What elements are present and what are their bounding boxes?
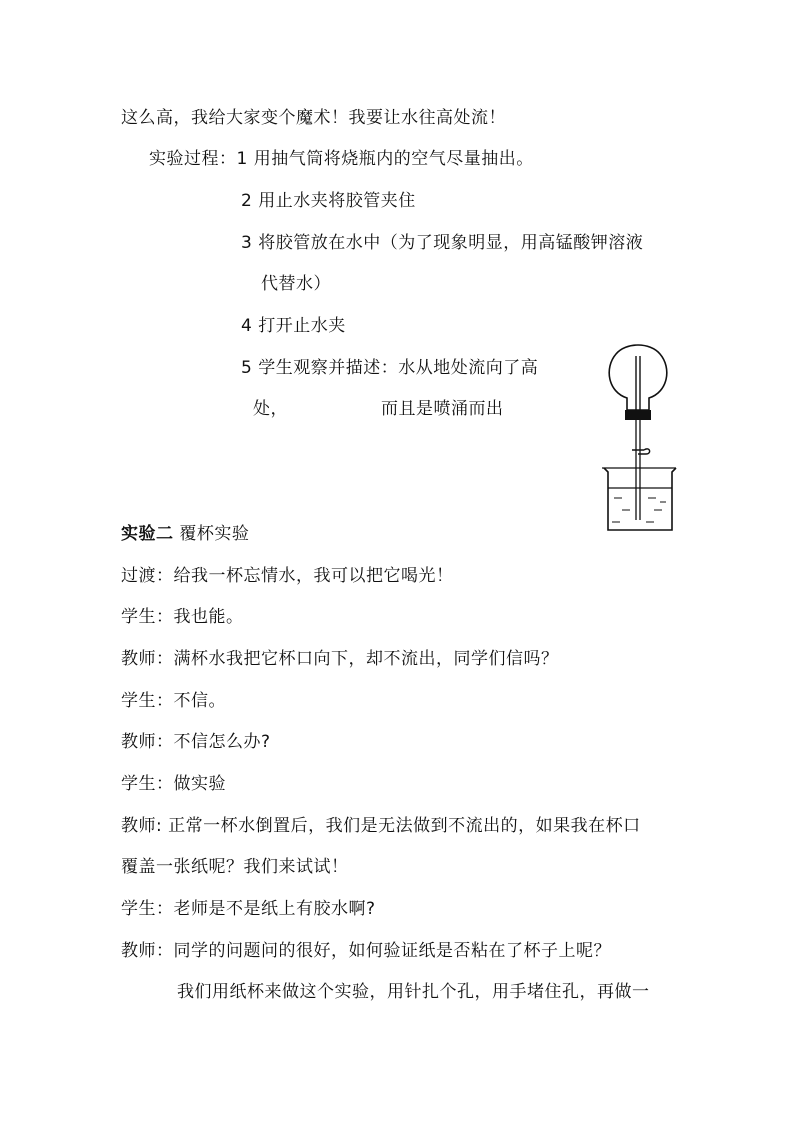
step-1-text: 1 用抽气筒将烧瓶内的空气尽量抽出。 bbox=[236, 149, 534, 169]
dialogue-line: 教师：不信怎么办? bbox=[121, 732, 271, 752]
dialogue-line: 过渡：给我一杯忘情水，我可以把它喝光！ bbox=[121, 566, 454, 586]
procedure-step-2: 2 用止水夹将胶管夹住 bbox=[241, 191, 416, 211]
dialogue-line: 学生：不信。 bbox=[121, 691, 226, 711]
dialogue-line: 学生：我也能。 bbox=[121, 607, 244, 627]
flask-beaker-apparatus-figure bbox=[598, 338, 678, 534]
dialogue-line: 教师：满杯水我把它杯口向下，却不流出，同学们信吗？ bbox=[121, 649, 559, 669]
dialogue-line: 教师：同学的问题问的很好，如何验证纸是否粘在了杯子上呢？ bbox=[121, 941, 611, 961]
procedure-step-5b-part1: 处， bbox=[253, 399, 288, 419]
procedure-step-4: 4 打开止水夹 bbox=[241, 316, 346, 336]
dialogue-line: 覆盖一张纸呢？我们来试试！ bbox=[121, 857, 349, 877]
procedure-label: 实验过程： bbox=[149, 149, 237, 169]
dialogue-line: 学生：老师是不是纸上有胶水啊? bbox=[121, 899, 376, 919]
dialogue-line: 教师: 正常一杯水倒置后，我们是无法做到不流出的，如果我在杯口 bbox=[121, 816, 641, 836]
dialogue-line: 学生：做实验 bbox=[121, 774, 226, 794]
intro-line: 这么高，我给大家变个魔术！我要让水往高处流！ bbox=[121, 108, 506, 128]
dialogue-line: 我们用纸杯来做这个实验，用针扎个孔，用手堵住孔，再做一 bbox=[177, 982, 650, 1002]
experiment-2-subtitle: 覆杯实验 bbox=[179, 524, 250, 544]
procedure-step-5b-part2: 而且是喷涌而出 bbox=[381, 399, 504, 419]
experiment-2-heading bbox=[121, 523, 249, 545]
procedure-step-3b: 代替水） bbox=[261, 274, 331, 294]
procedure-step-1 bbox=[149, 148, 534, 170]
experiment-2-title: 实验二 bbox=[121, 524, 174, 544]
procedure-step-3a: 3 将胶管放在水中（为了现象明显，用高锰酸钾溶液 bbox=[241, 233, 644, 253]
procedure-step-5a: 5 学生观察并描述：水从地处流向了高 bbox=[241, 358, 539, 378]
